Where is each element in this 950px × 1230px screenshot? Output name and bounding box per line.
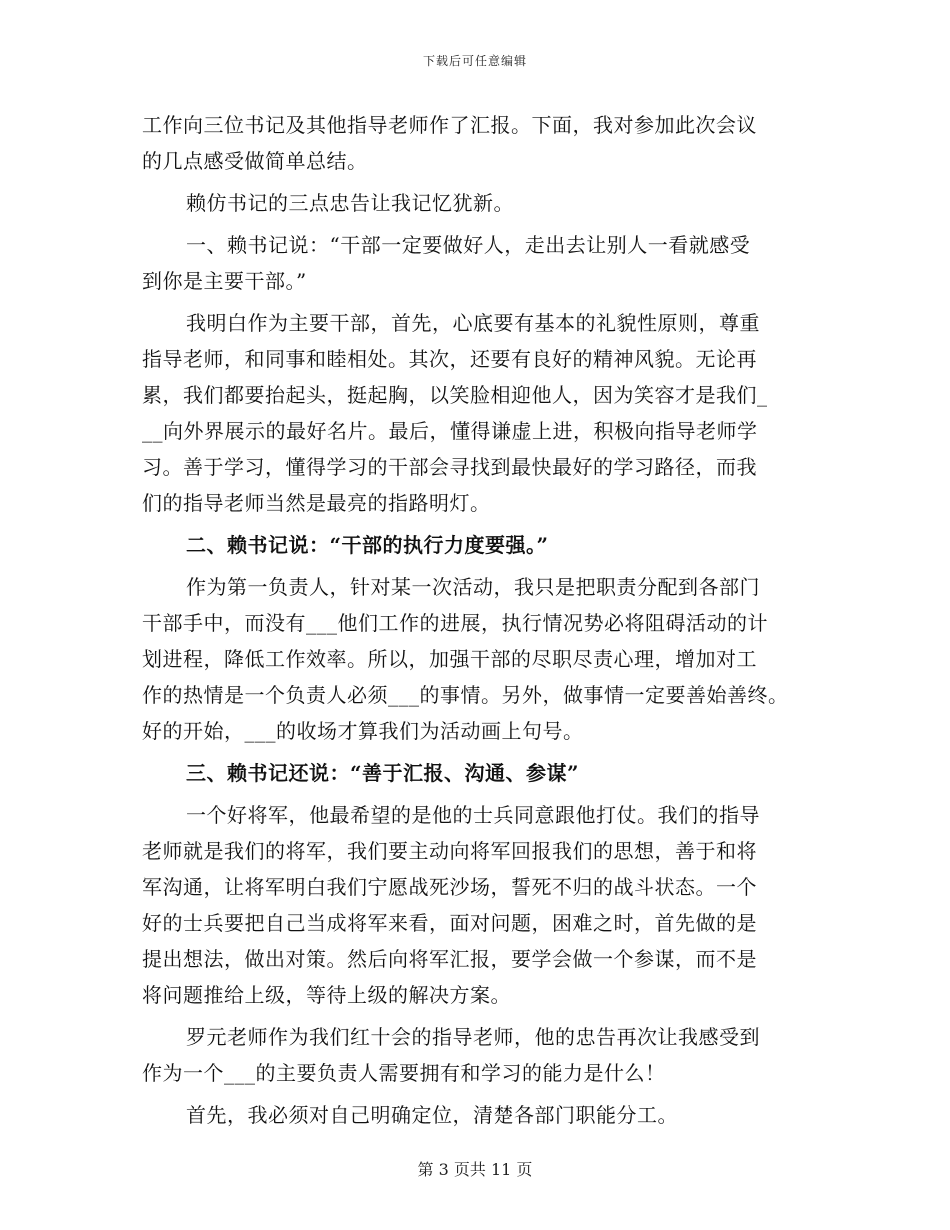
section-heading: 三、赖书记还说：“善于汇报、沟通、参谋”	[186, 761, 580, 785]
text-line: 罗元老师作为我们红十会的指导老师，他的忠告再次让我感受到	[186, 1025, 760, 1049]
page-header: 下载后可任意编辑	[422, 54, 527, 68]
text-line: 一、赖书记说：“干部一定要做好人，走出去让别人一看就感受	[186, 233, 751, 257]
text-line: 干部手中，而没有___他们工作的进展，执行情况势必将阻碍活动的计	[142, 611, 768, 635]
paragraph-teacher-advice	[142, 1019, 802, 1091]
text-line: 作的热情是一个负责人必须___的事情。另外，做事情一定要善始善终。	[142, 683, 789, 707]
text-line: 习。善于学习，懂得学习的干部会寻找到最快最好的学习路径，而我	[142, 455, 757, 479]
paragraph-point-one-reflection	[142, 305, 802, 521]
text-line: 的几点感受做简单总结。	[142, 149, 368, 173]
text-line: 赖仿书记的三点忠告让我记忆犹新。	[186, 191, 514, 215]
document-body	[142, 107, 802, 1133]
text-line: 工作向三位书记及其他指导老师作了汇报。下面，我对参加此次会议	[142, 113, 757, 137]
section-heading-three	[142, 755, 802, 791]
text-line: 到你是主要干部。”	[142, 269, 307, 293]
text-line: 军沟通，让将军明白我们宁愿战死沙场，誓死不归的战斗状态。一个	[142, 875, 757, 899]
paragraph-advice-intro	[142, 185, 802, 221]
text-line: 好的开始，___的收场才算我们为活动画上句号。	[142, 719, 584, 743]
paragraph-point-one	[142, 227, 802, 299]
paragraph-point-two-reflection	[142, 569, 802, 749]
text-line: 我明白作为主要干部，首先，心底要有基本的礼貌性原则，尊重	[186, 311, 760, 335]
text-line: 提出想法，做出对策。然后向将军汇报，要学会做一个参谋，而不是	[142, 947, 757, 971]
text-line: 指导老师，和同事和睦相处。其次，还要有良好的精神风貌。无论再	[142, 347, 757, 371]
text-line: 好的士兵要把自己当成将军来看，面对问题，困难之时，首先做的是	[142, 911, 757, 935]
text-line: 首先，我必须对自己明确定位，清楚各部门职能分工。	[186, 1103, 678, 1127]
text-line: 将问题推给上级，等待上级的解决方案。	[142, 983, 511, 1007]
text-line: 累，我们都要抬起头，挺起胸，以笑脸相迎他人，因为笑容才是我们_	[142, 383, 768, 407]
text-line: 作为第一负责人，针对某一次活动，我只是把职责分配到各部门	[186, 575, 760, 599]
text-line: 老师就是我们的将军，我们要主动向将军回报我们的思想，善于和将	[142, 839, 757, 863]
page-footer: 第 3 页共 11 页	[417, 1160, 533, 1179]
text-line: 一个好将军，他最希望的是他的士兵同意跟他打仗。我们的指导	[186, 803, 760, 827]
paragraph-intro-continuation	[142, 107, 802, 179]
paragraph-first-step	[142, 1097, 802, 1133]
text-line: 们的指导老师当然是最亮的指路明灯。	[142, 491, 491, 515]
section-heading: 二、赖书记说：“干部的执行力度要强。”	[186, 533, 549, 557]
text-line: 作为一个___的主要负责人需要拥有和学习的能力是什么！	[142, 1061, 666, 1085]
text-line: __向外界展示的最好名片。最后，懂得谦虚上进，积极向指导老师学	[142, 419, 758, 443]
text-line: 划进程，降低工作效率。所以，加强干部的尽职尽责心理，增加对工	[142, 647, 757, 671]
section-heading-two	[142, 527, 802, 563]
paragraph-point-three-reflection	[142, 797, 802, 1013]
